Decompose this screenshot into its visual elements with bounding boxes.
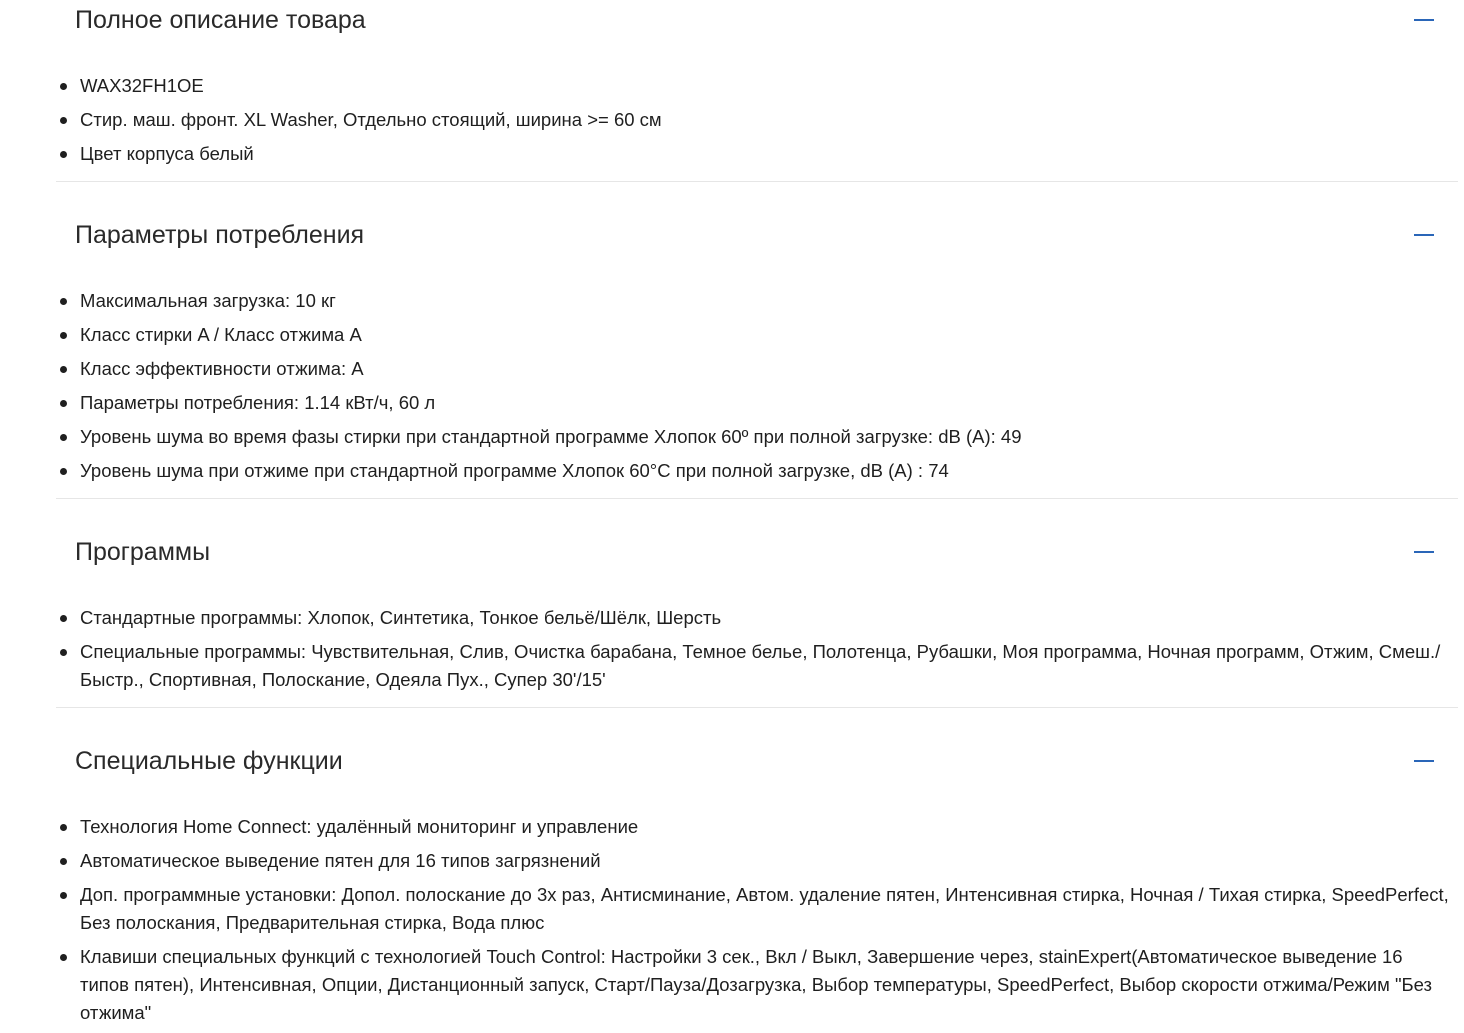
- bullet-icon: [60, 117, 67, 124]
- minus-icon[interactable]: [1414, 551, 1434, 553]
- list-item-text: Доп. программные установки: Допол. полоскание до 3х раз, Антисминание, Автом. удаление пятен, Интенсивная стирка, Ночная / Тихая стирка, SpeedPerfect, Без полоскания, Предварительная стирка, Вода плюс: [80, 884, 1449, 933]
- section-header-consumption[interactable]: [56, 215, 1458, 255]
- section-full-description: [56, 0, 1458, 181]
- list-item: [56, 72, 1450, 100]
- section-title: Полное описание товара: [75, 6, 366, 34]
- section-consumption: [56, 215, 1458, 498]
- list-item-text: Стир. маш. фронт. XL Washer, Отдельно стоящий, ширина >= 60 см: [80, 109, 662, 130]
- list-item-text: WAX32FH1OE: [80, 75, 204, 96]
- list-item: [56, 881, 1450, 937]
- section-special-functions: [56, 741, 1458, 1024]
- minus-icon[interactable]: [1414, 760, 1434, 762]
- list-item: [56, 943, 1450, 1027]
- list-item-text: Технология Home Connect: удалённый мониторинг и управление: [80, 816, 639, 837]
- list-item: [56, 140, 1450, 168]
- section-header-special-functions[interactable]: [56, 741, 1458, 781]
- list-item-text: Автоматическое выведение пятен для 16 типов загрязнений: [80, 850, 601, 871]
- section-divider: [56, 707, 1458, 708]
- bullet-list: [56, 813, 1450, 1033]
- bullet-icon: [60, 400, 67, 407]
- bullet-icon: [60, 151, 67, 158]
- bullet-icon: [60, 366, 67, 373]
- bullet-icon: [60, 858, 67, 865]
- bullet-icon: [60, 298, 67, 305]
- section-divider: [56, 498, 1458, 499]
- list-item: [56, 321, 1450, 349]
- list-item-text: Цвет корпуса белый: [80, 143, 254, 164]
- bullet-icon: [60, 615, 67, 622]
- minus-icon[interactable]: [1414, 19, 1434, 21]
- section-divider: [56, 181, 1458, 182]
- list-item: [56, 847, 1450, 875]
- bullet-icon: [60, 332, 67, 339]
- section-title: Специальные функции: [75, 747, 343, 775]
- bullet-icon: [60, 649, 67, 656]
- section-header-full-description[interactable]: [56, 0, 1458, 40]
- list-item-text: Класс стирки A / Класс отжима A: [80, 324, 362, 345]
- section-title: Параметры потребления: [75, 221, 365, 249]
- bullet-list: [56, 72, 1450, 174]
- list-item-text: Клавиши специальных функций с технологией Touch Control: Настройки 3 сек., Вкл / Выкл, Завершение через, stainExpert(Автоматическое выведение 16 типов пятен), Интенсивная, Опции, Дистанционный запуск, Старт/Пауза/Дозагрузка, Выбор температуры, SpeedPerfect, Выбор скорости отжима/Режим "Без отжима": [80, 946, 1433, 1023]
- bullet-icon: [60, 824, 67, 831]
- minus-icon[interactable]: [1414, 234, 1434, 236]
- list-item: [56, 813, 1450, 841]
- list-item: [56, 287, 1450, 315]
- bullet-list: [56, 604, 1450, 700]
- bullet-list: [56, 287, 1450, 491]
- list-item: [56, 638, 1450, 694]
- section-programs: [56, 532, 1458, 707]
- list-item-text: Специальные программы: Чувствительная, Слив, Очистка барабана, Темное белье, Полотенца, Рубашки, Моя программа, Ночная программ, Отжим, Смеш./Быстр., Спортивная, Полоскание, Одеяла Пух., Супер 30'/15': [80, 641, 1441, 690]
- list-item: [56, 355, 1450, 383]
- list-item: [56, 457, 1450, 485]
- list-item: [56, 423, 1450, 451]
- list-item-text: Максимальная загрузка: 10 кг: [80, 290, 336, 311]
- bullet-icon: [60, 434, 67, 441]
- list-item-text: Класс эффективности отжима: A: [80, 358, 364, 379]
- list-item-text: Стандартные программы: Хлопок, Синтетика, Тонкое бельё/Шёлк, Шерсть: [80, 607, 722, 628]
- list-item: [56, 106, 1450, 134]
- bullet-icon: [60, 892, 67, 899]
- bullet-icon: [60, 468, 67, 475]
- section-title: Программы: [75, 538, 211, 566]
- list-item: [56, 389, 1450, 417]
- list-item: [56, 604, 1450, 632]
- list-item-text: Уровень шума во время фазы стирки при стандартной программе Хлопок 60º при полной загрузке: dB (A): 49: [80, 426, 1022, 447]
- bullet-icon: [60, 83, 67, 90]
- list-item-text: Параметры потребления: 1.14 кВт/ч, 60 л: [80, 392, 436, 413]
- list-item-text: Уровень шума при отжиме при стандартной программе Хлопок 60°C при полной загрузке, dB (A) : 74: [80, 460, 949, 481]
- section-header-programs[interactable]: [56, 532, 1458, 572]
- bullet-icon: [60, 954, 67, 961]
